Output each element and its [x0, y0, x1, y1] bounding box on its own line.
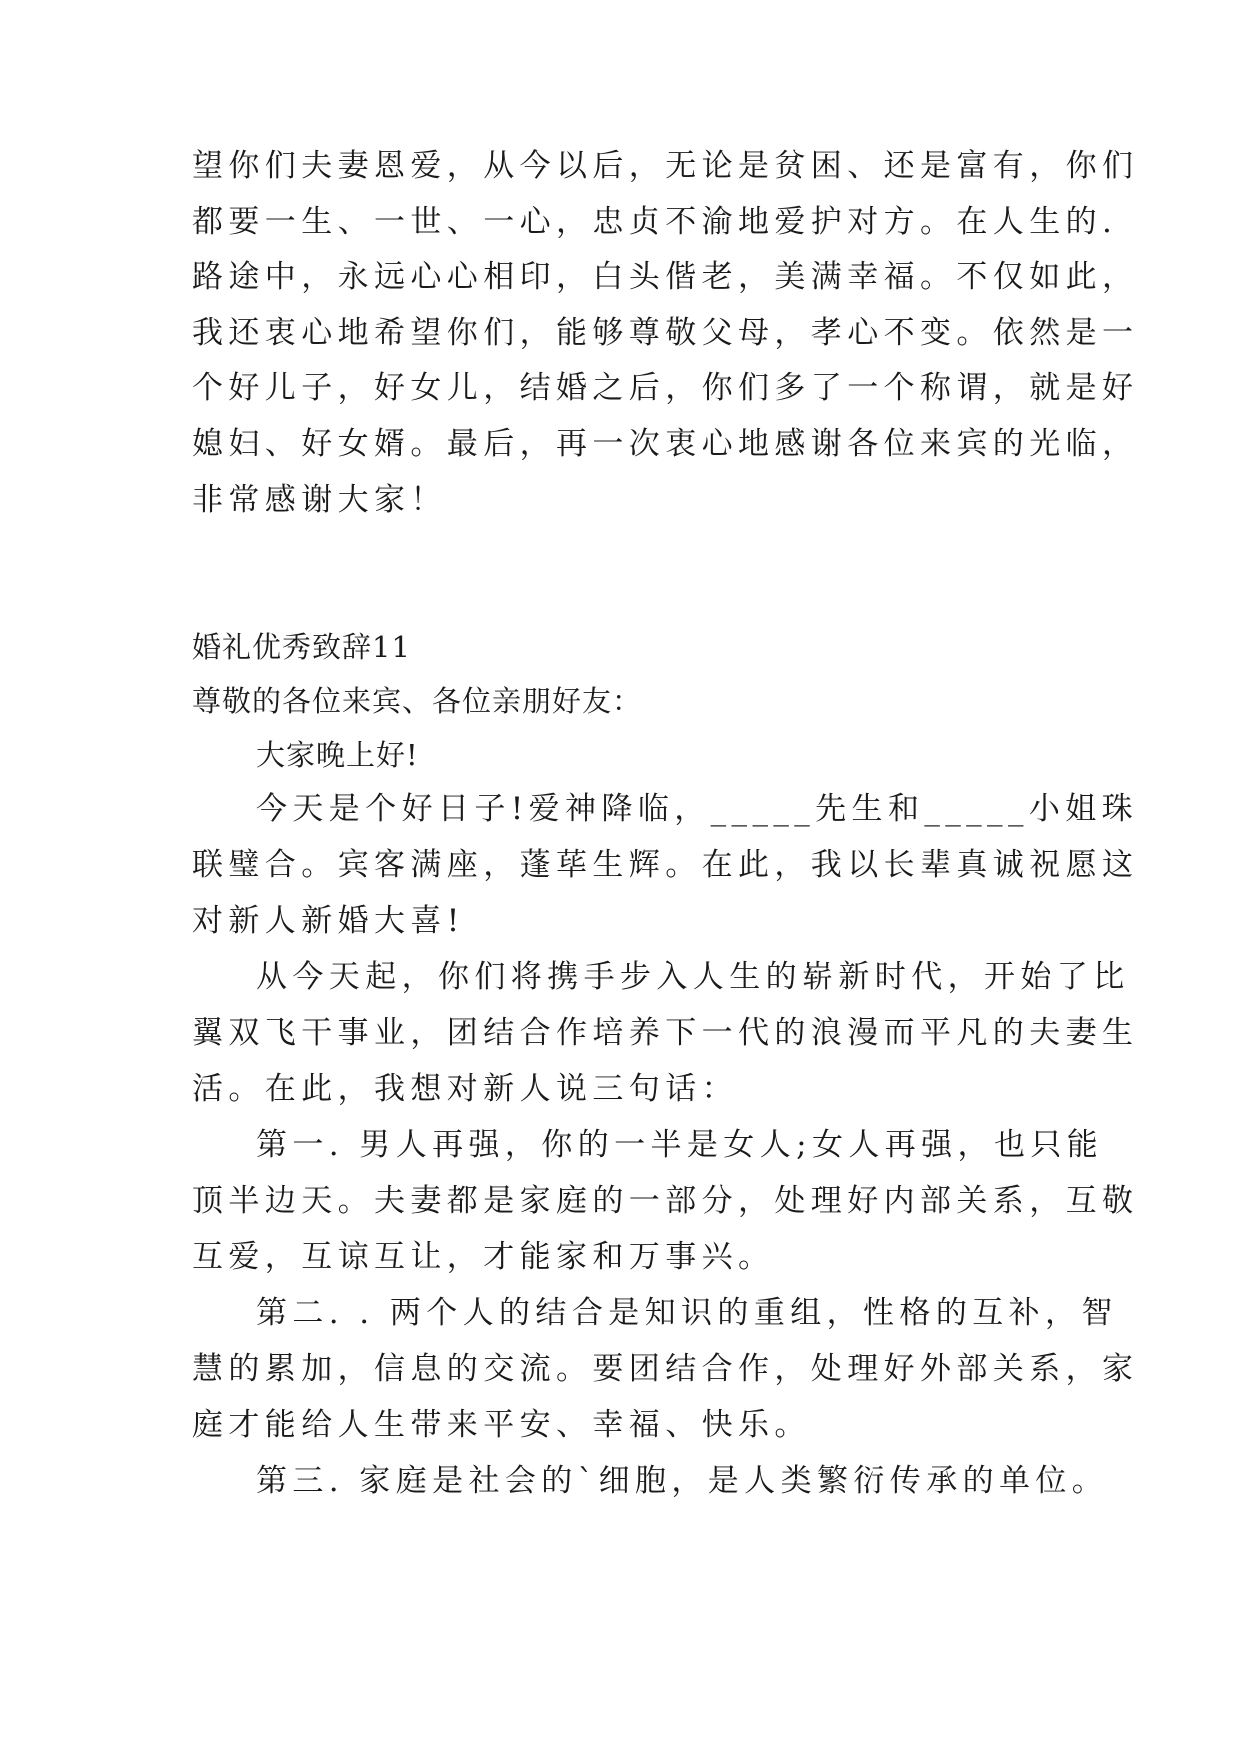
paragraph-line: 从今天起，你们将携手步入人生的崭新时代，开始了比 — [256, 959, 1130, 995]
salutation: 尊敬的各位来宾、各位亲朋好友： — [192, 684, 643, 718]
greeting: 大家晚上好! — [256, 738, 419, 772]
paragraph-line: 慧的累加，信息的交流。要团结合作，处理好外部关系，家 — [192, 1351, 1139, 1387]
paragraph-line: 第二. . 两个人的结合是知识的重组，性格的互补，智 — [256, 1295, 1118, 1331]
paragraph-line: 路途中，永远心心相印，白头偕老，美满幸福。不仅如此， — [192, 259, 1139, 295]
paragraph-line: 都要一生、一世、一心，忠贞不渝地爱护对方。在人生的. — [192, 204, 1118, 240]
paragraph-line: 望你们夫妻恩爱，从今以后，无论是贫困、还是富有，你们 — [192, 148, 1139, 184]
paragraph-line: 第三. 家庭是社会的`细胞，是人类繁衍传承的单位。 — [256, 1463, 1109, 1499]
paragraph-line: 个好儿子，好女儿，结婚之后，你们多了一个称谓，就是好 — [192, 370, 1139, 406]
paragraph-line: 我还衷心地希望你们，能够尊敬父母，孝心不变。依然是一 — [192, 315, 1139, 351]
paragraph-line: 今天是个好日子!爱神降临，_____先生和_____小姐珠 — [256, 791, 1139, 827]
paragraph-line: 联璧合。宾客满座，蓬荜生辉。在此，我以长辈真诚祝愿这 — [192, 847, 1139, 883]
paragraph-line: 非常感谢大家！ — [192, 482, 447, 518]
paragraph-line: 对新人新婚大喜! — [192, 903, 465, 939]
paragraph-line: 庭才能给人生带来平安、幸福、快乐。 — [192, 1407, 811, 1443]
paragraph-line: 活。在此，我想对新人说三句话： — [192, 1071, 738, 1107]
paragraph-line: 互爱，互谅互让，才能家和万事兴。 — [192, 1239, 775, 1275]
paragraph-line: 顶半边天。夫妻都是家庭的一部分，处理好内部关系，互敬 — [192, 1183, 1139, 1219]
section-title: 婚礼优秀致辞11 — [192, 630, 411, 664]
paragraph-line: 媳妇、好女婿。最后，再一次衷心地感谢各位来宾的光临， — [192, 426, 1139, 462]
paragraph-line: 翼双飞干事业，团结合作培养下一代的浪漫而平凡的夫妻生 — [192, 1015, 1139, 1051]
paragraph-line: 第一. 男人再强，你的一半是女人;女人再强，也只能 — [256, 1127, 1104, 1163]
